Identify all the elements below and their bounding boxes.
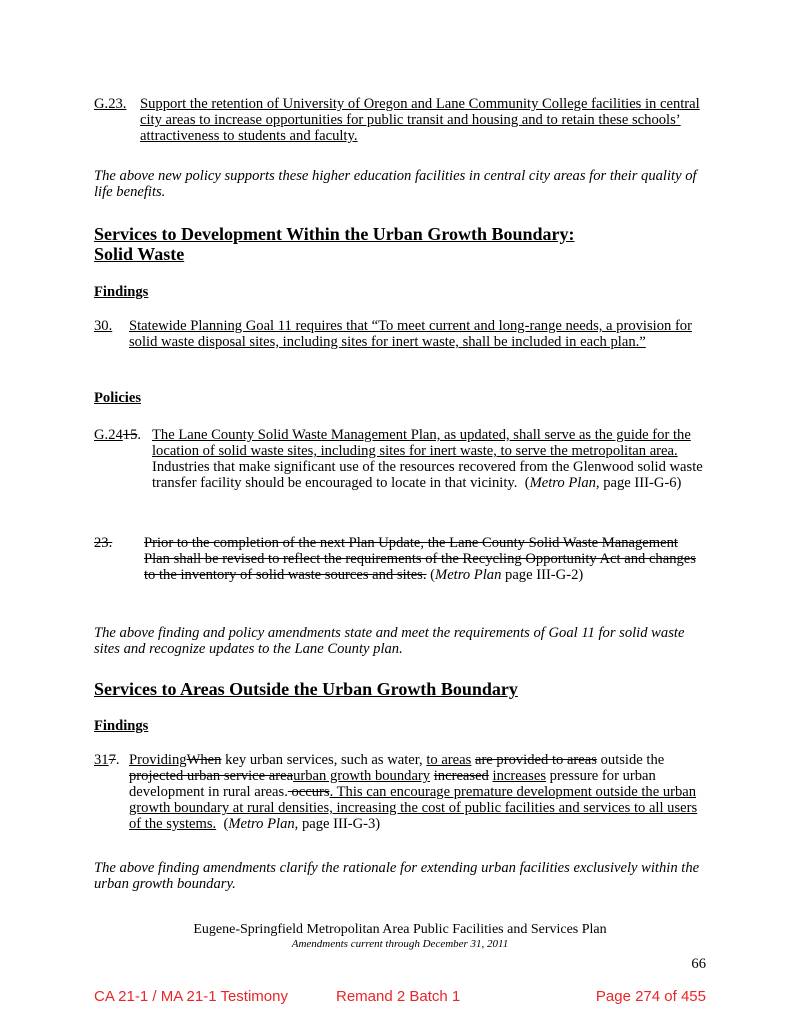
finding-text: ProvidingWhen key urban services, such as water, to areas are provided to areas outside the projected urban service areaurban growth boundary increased increases pressure for urban development in rural areas. occurs. This can encourage premature development outside the urban growth boundary at rural densities, increasing the cost of public facilities and services to all users of the systems. (Metro Plan, page III-G-3)	[129, 752, 698, 832]
policy-number: G.23.	[94, 96, 127, 112]
section-heading	[94, 224, 714, 264]
findings-heading: Findings	[94, 284, 149, 300]
section-heading-line1: Services to Development Within the Urban Growth Boundary:	[94, 224, 575, 244]
section-heading-line2: Solid Waste	[94, 244, 185, 264]
policies-heading: Policies	[94, 390, 142, 406]
finding-text: Statewide Planning Goal 11 requires that “To meet current and long-range needs, a provision for solid waste disposal sites, including sites for inert waste, shall be included in each plan.”	[129, 318, 692, 350]
finding-31	[94, 752, 706, 832]
deleted-policy-23	[94, 535, 706, 583]
policy-g24	[94, 427, 706, 491]
stamp-docket: CA 21-1 / MA 21-1 Testimony	[94, 988, 288, 1005]
page-number: 66	[691, 956, 706, 972]
policy-g23	[94, 96, 704, 144]
policy-text: Prior to the completion of the next Plan Update, the Lane County Solid Waste Management Plan shall be revised to reflect the requirements of the Recycling Opportunity Act and changes to the inventory of solid waste sources and sites. (Metro Plan page III-G-2)	[144, 535, 696, 583]
stamp-page: Page 274 of 455	[595, 988, 706, 1005]
policy-text: The Lane County Solid Waste Management Plan, as updated, shall serve as the guide for the location of solid waste sites, including sites for inert waste, to serve the metropolitan area. Industries that make significant use of the resources recovered from the Glenwood solid waste transfer facility should be encouraged to locate in that vicinity. (Metro Plan, page III-G-6)	[152, 427, 703, 491]
explanatory-note: The above finding and policy amendments state and meet the requirements of Goal 11 for solid waste sites and recognize updates to the Lane County plan.	[94, 625, 685, 657]
policy-number: G.2415.	[94, 427, 142, 443]
section-heading: Services to Areas Outside the Urban Growth Boundary	[94, 679, 518, 699]
explanatory-note: The above finding amendments clarify the rationale for extending urban facilities exclusively within the urban growth boundary.	[94, 860, 700, 892]
finding-number: 317.	[94, 752, 120, 768]
policy-number: 23.	[94, 535, 113, 551]
finding-30	[94, 318, 704, 350]
findings-heading: Findings	[94, 718, 149, 734]
footer-title: Eugene-Springfield Metropolitan Area Public Facilities and Services Plan	[193, 922, 607, 937]
finding-number: 30.	[94, 318, 113, 334]
stamp-batch: Remand 2 Batch 1	[336, 988, 461, 1005]
policy-text: Support the retention of University of Oregon and Lane Community College facilities in central city areas to increase opportunities for public transit and housing and to retain these schools’ attractiveness to students and faculty.	[140, 96, 700, 144]
explanatory-note: The above new policy supports these higher education facilities in central city areas for their quality of life benefits.	[94, 168, 697, 200]
footer-subtitle: Amendments current through December 31, 2011	[291, 938, 509, 950]
